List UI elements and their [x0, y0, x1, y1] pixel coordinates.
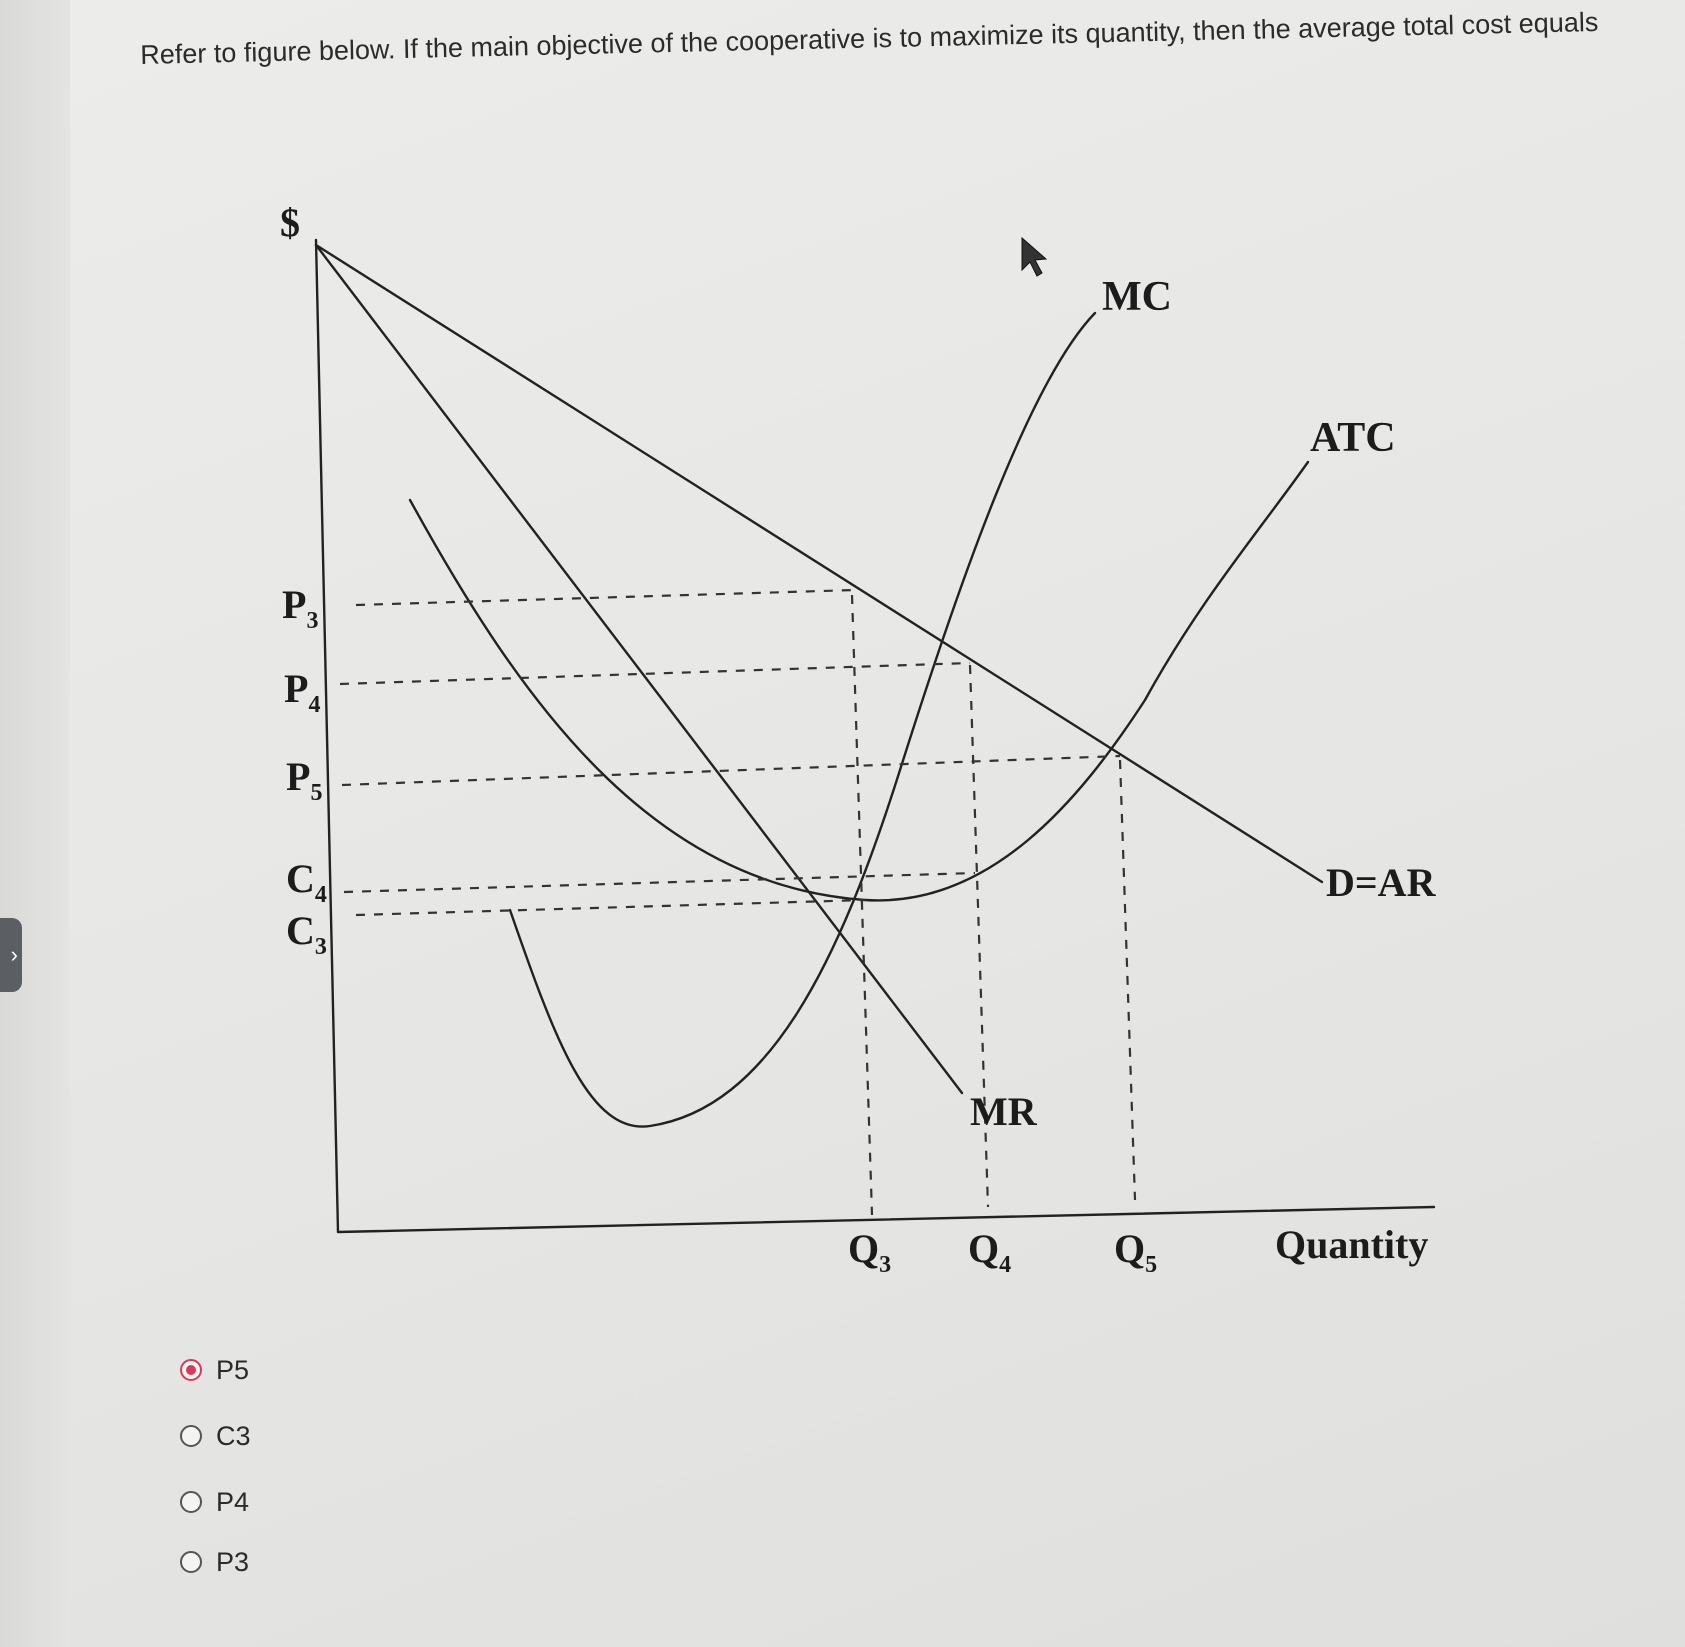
option-label: P5: [216, 1354, 250, 1385]
demand-label: D=AR: [1326, 860, 1436, 905]
option-p4[interactable]: [180, 1482, 249, 1522]
c4-guide-line: [344, 873, 975, 892]
p4-label: $P_4$: [284, 666, 321, 718]
p5-label: $P_5$: [286, 754, 323, 806]
atc-label: ATC: [1310, 415, 1396, 461]
c3-guide-line: [356, 900, 865, 915]
option-label: P4: [216, 1486, 250, 1517]
radio-icon[interactable]: [180, 1551, 202, 1573]
q3-label: $Q_3$: [848, 1226, 892, 1278]
y-axis-label: $: [280, 200, 300, 245]
option-label: P3: [216, 1546, 250, 1577]
q3-guide-line: [852, 595, 872, 1215]
option-p3[interactable]: [180, 1542, 249, 1582]
radio-icon[interactable]: [180, 1491, 202, 1513]
mc-label: MC: [1102, 274, 1172, 320]
option-c3[interactable]: [180, 1416, 251, 1456]
option-p5[interactable]: [180, 1350, 249, 1390]
chevron-right-icon: ›: [10, 942, 18, 967]
marginal-revenue-curve: [316, 245, 962, 1093]
y-axis: [316, 240, 338, 1232]
q4-label: $Q_4$: [968, 1226, 1012, 1278]
c3-label: $C_3$: [286, 908, 327, 960]
x-axis-label: Quantity: [1275, 1222, 1429, 1267]
option-label: C3: [216, 1420, 251, 1451]
q5-guide-line: [1120, 760, 1135, 1200]
p3-label: $P_3$: [282, 582, 319, 634]
p5-guide-line: [342, 756, 1120, 785]
question-text: Refer to figure below. If the main objective of the cooperative is to maximize its quantity, then the average total cost equals: [140, 6, 1599, 70]
mr-label: MR: [970, 1089, 1037, 1134]
marginal-cost-curve: [510, 313, 1095, 1127]
p4-guide-line: [340, 663, 970, 684]
p3-guide-line: [356, 590, 855, 605]
x-axis: [338, 1207, 1434, 1232]
mouse-cursor-icon: [1022, 238, 1046, 276]
radio-icon[interactable]: [180, 1425, 202, 1447]
radio-selected-icon[interactable]: [180, 1359, 202, 1381]
c4-label: $C_4$: [286, 856, 327, 908]
q5-label: $Q_5$: [1114, 1226, 1158, 1278]
demand-curve: [316, 245, 1322, 882]
